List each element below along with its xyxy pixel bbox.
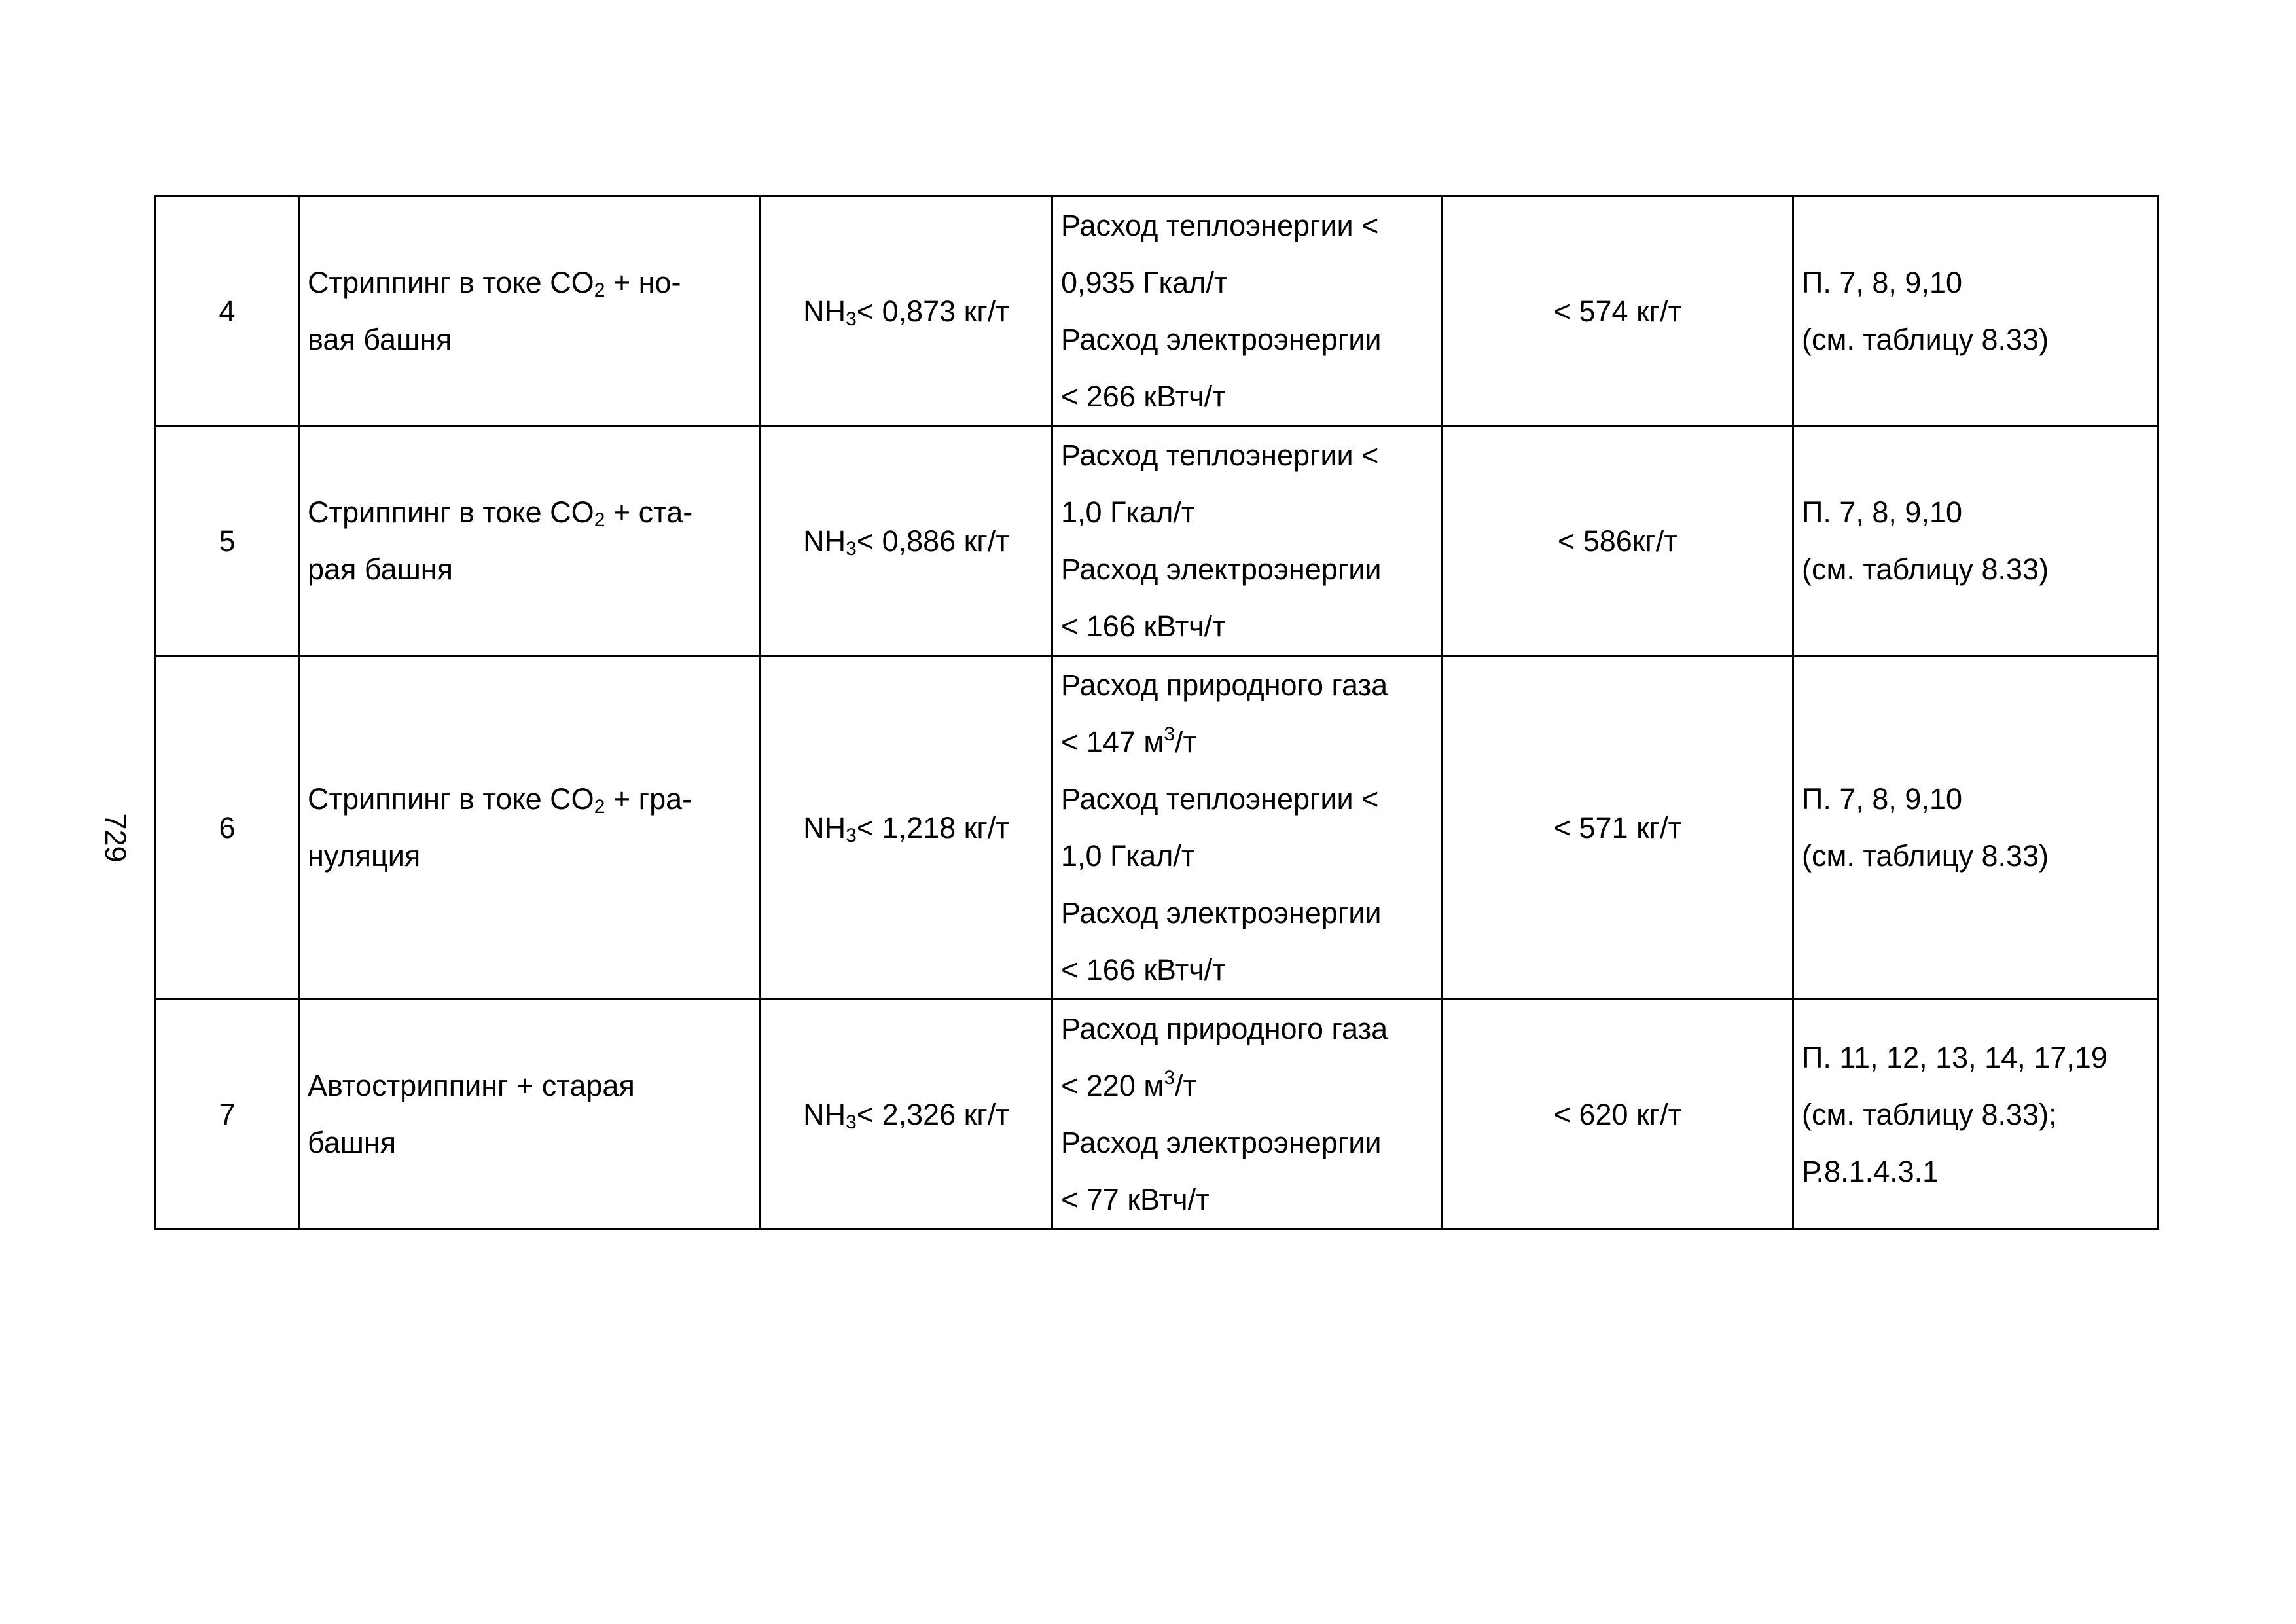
method-line: Стриппинг в токе $CO_2 + гра-$ [308, 782, 692, 818]
reference-cell: П. 7, 8, 9,10 (см. таблицу 8.33) [1793, 426, 2159, 656]
method-line: Стриппинг в токе $CO_2 + ста-$ [308, 496, 693, 531]
method-line: вая башня [308, 323, 452, 356]
method-line: Стриппинг в токе $CO_2 + но-$ [308, 266, 681, 301]
reference-cell: П. 11, 12, 13, 14, 17,19 (см. таблицу 8.33); Р.8.1.4.3.1 [1793, 1000, 2159, 1229]
bat-table [154, 195, 2159, 1230]
table-row [156, 426, 2159, 656]
method-cell [299, 1000, 761, 1229]
consumption-cell: Расход природного газа < 220 $м^3/т$ Расход электроэнергии < 77 кВтч/т [1052, 1000, 1443, 1229]
raw-material-cell: < 571 кг/т [1443, 656, 1793, 1000]
emission-cell: $NH_3< 2,326$ кг/т [761, 1000, 1052, 1229]
row-number: 6 [156, 656, 299, 1000]
row-number: 7 [156, 1000, 299, 1229]
emission-cell: $NH_3< 0,873$ кг/т [761, 196, 1052, 426]
consumption-cell: Расход природного газа < 147 $м^3/т$ Расход теплоэнергии < 1,0 Гкал/т Расход электроэнергии < 166 кВтч/т [1052, 656, 1443, 1000]
method-line: рая башня [308, 552, 454, 586]
method-line: нуляция [308, 839, 421, 873]
reference-cell: П. 7, 8, 9,10 (см. таблицу 8.33) [1793, 656, 2159, 1000]
consumption-cell: Расход теплоэнергии < 0,935 Гкал/т Расход электроэнергии < 266 кВтч/т [1052, 196, 1443, 426]
method-cell [299, 426, 761, 656]
raw-material-cell: < 620 кг/т [1443, 1000, 1793, 1229]
reference-cell: П. 7, 8, 9,10 (см. таблицу 8.33) [1793, 196, 2159, 426]
method-cell [299, 196, 761, 426]
emission-cell: $NH_3< 1,218$ кг/т [761, 656, 1052, 1000]
page-number: 729 [99, 813, 132, 863]
method-line: башня [308, 1126, 397, 1159]
raw-material-cell: < 586кг/т [1443, 426, 1793, 656]
table-row [156, 196, 2159, 426]
consumption-cell: Расход теплоэнергии < 1,0 Гкал/т Расход электроэнергии < 166 кВтч/т [1052, 426, 1443, 656]
method-cell [299, 656, 761, 1000]
row-number: 4 [156, 196, 299, 426]
method-line: Автостриппинг + старая [308, 1069, 635, 1102]
emission-cell: $NH_3< 0,886$ кг/т [761, 426, 1052, 656]
raw-material-cell: < 574 кг/т [1443, 196, 1793, 426]
row-number: 5 [156, 426, 299, 656]
table-row [156, 1000, 2159, 1229]
table-row [156, 656, 2159, 1000]
